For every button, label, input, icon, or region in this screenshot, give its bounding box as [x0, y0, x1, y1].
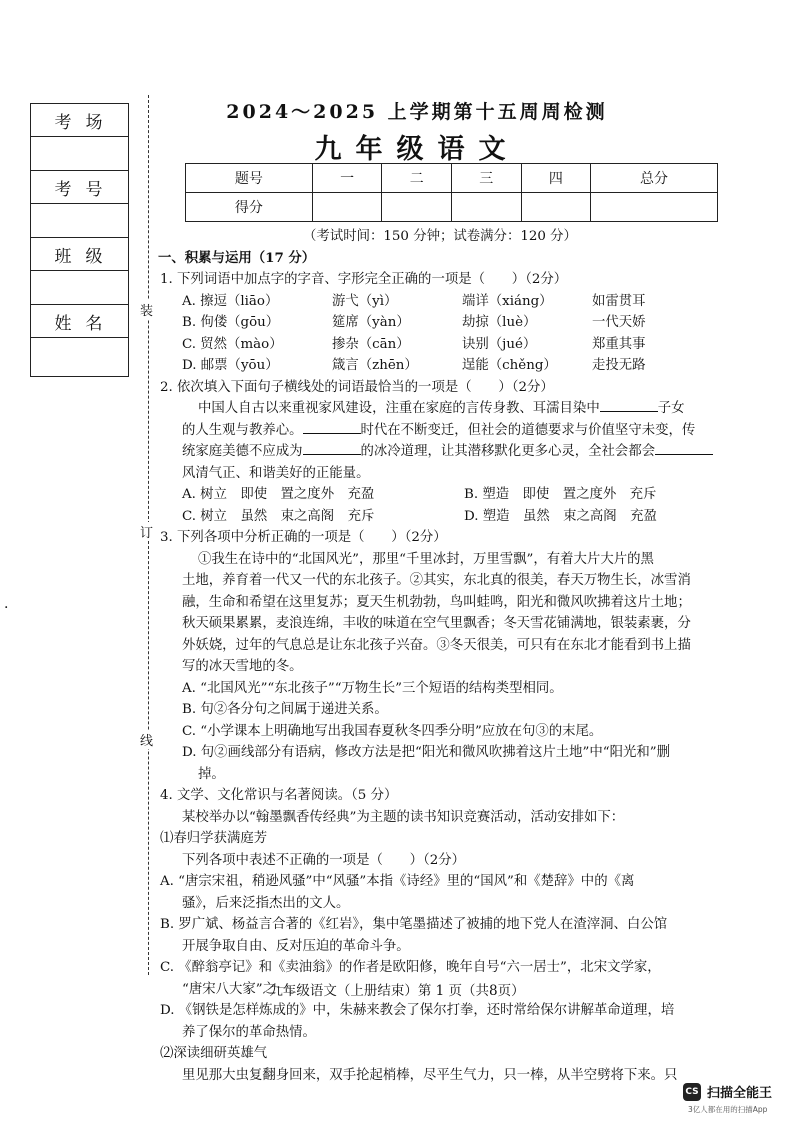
q3-option: C. “小学课本上明确地写出我国春夏秋冬四季分明”应放在句③的末尾。	[182, 723, 603, 739]
q1-option-row	[160, 334, 740, 356]
q2-passage-line: 风清气正、和谐美好的正能量。	[182, 465, 370, 481]
q1-option: 箴言（zhēn）	[332, 358, 418, 373]
score-table-score-row	[186, 193, 718, 222]
blank-line	[303, 421, 361, 434]
q4-option: A. “唐宗宋祖，稍逊风骚”中“风骚”本指《诗经》里的“国风”和《楚辞》中的《离	[160, 874, 635, 889]
q4-sub1-question: 下列各项中表述不正确的一项是（ ）（2分）	[182, 852, 466, 868]
q3-passage-line: 土地，养育着一代又一代的东北孩子。②其实，东北真的很美，春天万物生长，冰雪消	[182, 573, 691, 588]
binding-char-ding: 订	[140, 522, 153, 541]
score-cell	[312, 193, 382, 222]
q3-option: D. 句②画线部分有语病，修改方法是把“阳光和微风吹拂着这片土地”中“阳光和”删	[182, 745, 671, 760]
scanner-watermark	[683, 1082, 772, 1101]
q4-option: 开展争取自由、反对压迫的革命斗争。	[182, 938, 410, 954]
q3-stem: 3. 下列各项中分析正确的一项是（ ）（2分）	[160, 530, 447, 545]
q1-option: 走投无路	[592, 358, 646, 373]
q2-option-row	[160, 484, 740, 506]
exam-title: 2024～2025 上学期第十五周周检测	[226, 101, 608, 123]
blank-line	[600, 399, 658, 412]
q1-option: 端详（xiáng）	[462, 293, 553, 309]
q2-text: 中国人自古以来重视家风建设，注重在家庭的言传身教、耳濡目染中	[198, 401, 600, 416]
class-label: 班级	[31, 238, 128, 271]
q4-option: 养了保尔的革命热情。	[182, 1024, 316, 1040]
section-heading: 一、积累与运用（17 分）	[158, 249, 316, 266]
q3-option: 掉。	[198, 766, 225, 782]
q4-option: C. 《醉翁亭记》和《卖油翁》的作者是欧阳修，晚年自号“六一居士”，北宋文学家，	[160, 960, 661, 975]
q1-option: 掺杂（cān）	[332, 336, 410, 352]
q1-option: B. 佝偻（gōu）	[182, 315, 280, 330]
subject-title: 九年级语文	[314, 134, 520, 165]
name-field	[31, 338, 128, 372]
q3-passage-line: ①我生在诗中的“北国风光”，那里“千里冰封，万里雪飘”，有着大片大片的黑	[198, 551, 654, 567]
score-cell	[521, 193, 591, 222]
q3-passage-line: 外妖娆，过年的气息总是让东北孩子兴奋。③冬天很美，可只有在东北才能看到书上描	[182, 637, 691, 653]
q1-option-row	[160, 355, 740, 377]
score-table-header: 三	[451, 164, 521, 193]
q2-passage-line	[160, 441, 740, 463]
q1-option-row	[160, 291, 740, 313]
score-cell	[591, 193, 718, 222]
q2-passage-line	[160, 398, 740, 420]
score-table-header: 一	[312, 164, 382, 193]
q1-option-row	[160, 312, 740, 334]
q3-passage-line: 秋天硕果累累，麦浪连绵，丰收的味道在空气里飘香；冬天雪花铺满地，银装素裹，分	[182, 616, 691, 631]
score-cell	[382, 193, 452, 222]
scanner-app-name: 扫描全能王	[707, 1086, 773, 1101]
score-table	[185, 163, 718, 222]
q3-option: A. “北国风光”“东北孩子”“万物生长”三个短语的结构类型相同。	[182, 680, 563, 696]
q4-sub2: ⑵深读细研英雄气	[160, 1046, 268, 1061]
exam-content	[160, 226, 740, 1086]
exam-room-label: 考场	[31, 104, 128, 137]
q2-option: A. 树立 即使 置之度外 充盈	[182, 487, 375, 502]
q4-option: “唐宋八大家”之一。	[182, 981, 303, 997]
q2-text: 的人生观与教养心。	[182, 422, 303, 438]
q3-passage-line: 写的冰天雪地的冬。	[182, 659, 303, 674]
q1-option: C. 贸然（mào）	[182, 336, 283, 352]
q2-text: 的冰冷道理，让其潜移默化更多心灵，全社会都会	[360, 444, 656, 459]
score-table-header: 总分	[591, 164, 718, 193]
q2-text: 子女	[657, 401, 685, 416]
q1-option: 筵席（yàn）	[332, 315, 410, 330]
q2-passage-line	[160, 420, 740, 442]
q2-text: 统家庭美德不应成为	[182, 444, 303, 459]
q1-option: 游弋（yì）	[332, 293, 398, 309]
scanner-logo-icon: CS	[683, 1083, 701, 1101]
q1-option: 一代天娇	[592, 315, 646, 330]
q4-sub2-text: 里见那大虫复翻身回来，双手抡起梢棒，尽平生气力，只一棒，从半空劈将下来。只	[182, 1067, 678, 1083]
q1-option: 逞能（chěng）	[462, 358, 557, 373]
q1-option: D. 邮票（yōu）	[182, 358, 279, 373]
q2-option: B. 塑造 即使 置之度外 充斥	[464, 487, 657, 502]
name-label: 姓名	[31, 305, 128, 338]
class-field	[31, 271, 128, 305]
exam-number-field	[31, 204, 128, 238]
score-table-header: 二	[382, 164, 452, 193]
q3-passage-line: 融，生命和希望在这里复苏；夏天生机勃勃，鸟叫蛙鸣，阳光和微风吹拂着这片土地；	[182, 594, 691, 610]
exam-info: （考试时间：150 分钟；试卷满分：120 分）	[303, 229, 577, 244]
score-table-header: 四	[521, 164, 591, 193]
page-footer: 九年级语文（上册结束）第 1 页（共8页）	[269, 983, 525, 999]
q1-option: 如雷贯耳	[592, 293, 646, 309]
q4-intro: 某校举办以“翰墨飘香传经典”为主题的读书知识竞赛活动，活动安排如下：	[182, 809, 625, 825]
margin-mark: ·	[4, 600, 9, 616]
q2-option: C. 树立 虽然 束之高阁 充斥	[182, 508, 375, 524]
exam-number-label: 考号	[31, 171, 128, 204]
score-row-label: 得分	[186, 193, 313, 222]
q2-stem: 2. 依次填入下面句子横线处的词语最恰当的一项是（ ）（2分）	[160, 379, 554, 395]
q4-option: 骚》，后来泛指杰出的文人。	[182, 895, 350, 911]
q4-option: D. 《钢铁是怎样炼成的》中，朱赫来教会了保尔打拳，还时常给保尔讲解革命道理，培	[160, 1003, 675, 1018]
score-cell	[451, 193, 521, 222]
q1-option: A. 擦逗（liāo）	[182, 293, 279, 309]
q2-text: 时代在不断变迁，但社会的道德要求与价值坚守未变，传	[360, 422, 696, 438]
binding-char-zhuang: 装	[140, 300, 153, 319]
score-table-header-row	[186, 164, 718, 193]
score-table-header: 题号	[186, 164, 313, 193]
q4-stem: 4. 文学、文化常识与名著阅读。（5 分）	[160, 788, 398, 803]
q4-sub1: ⑴春归学获满庭芳	[160, 831, 268, 846]
q1-stem: 1. 下列词语中加点字的字音、字形完全正确的一项是（ ）（2分）	[160, 272, 568, 287]
q1-option: 诀别（jué）	[462, 336, 537, 352]
binding-char-xian: 线	[140, 730, 153, 749]
q3-option: B. 句②各分句之间属于递进关系。	[182, 702, 388, 717]
blank-line	[303, 442, 361, 455]
q2-option: D. 塑造 虽然 束之高阁 充盈	[464, 508, 657, 524]
q4-option: B. 罗广斌、杨益言合著的《红岩》，集中笔墨描述了被捕的地下党人在渣滓洞、白公馆	[160, 917, 668, 932]
q2-option-row	[160, 506, 740, 528]
q1-option: 劫掠（luè）	[462, 315, 537, 330]
q1-option: 郑重其事	[592, 336, 646, 352]
scanner-tagline: 3亿人都在用的扫描App	[688, 1105, 768, 1114]
blank-line	[655, 442, 713, 455]
